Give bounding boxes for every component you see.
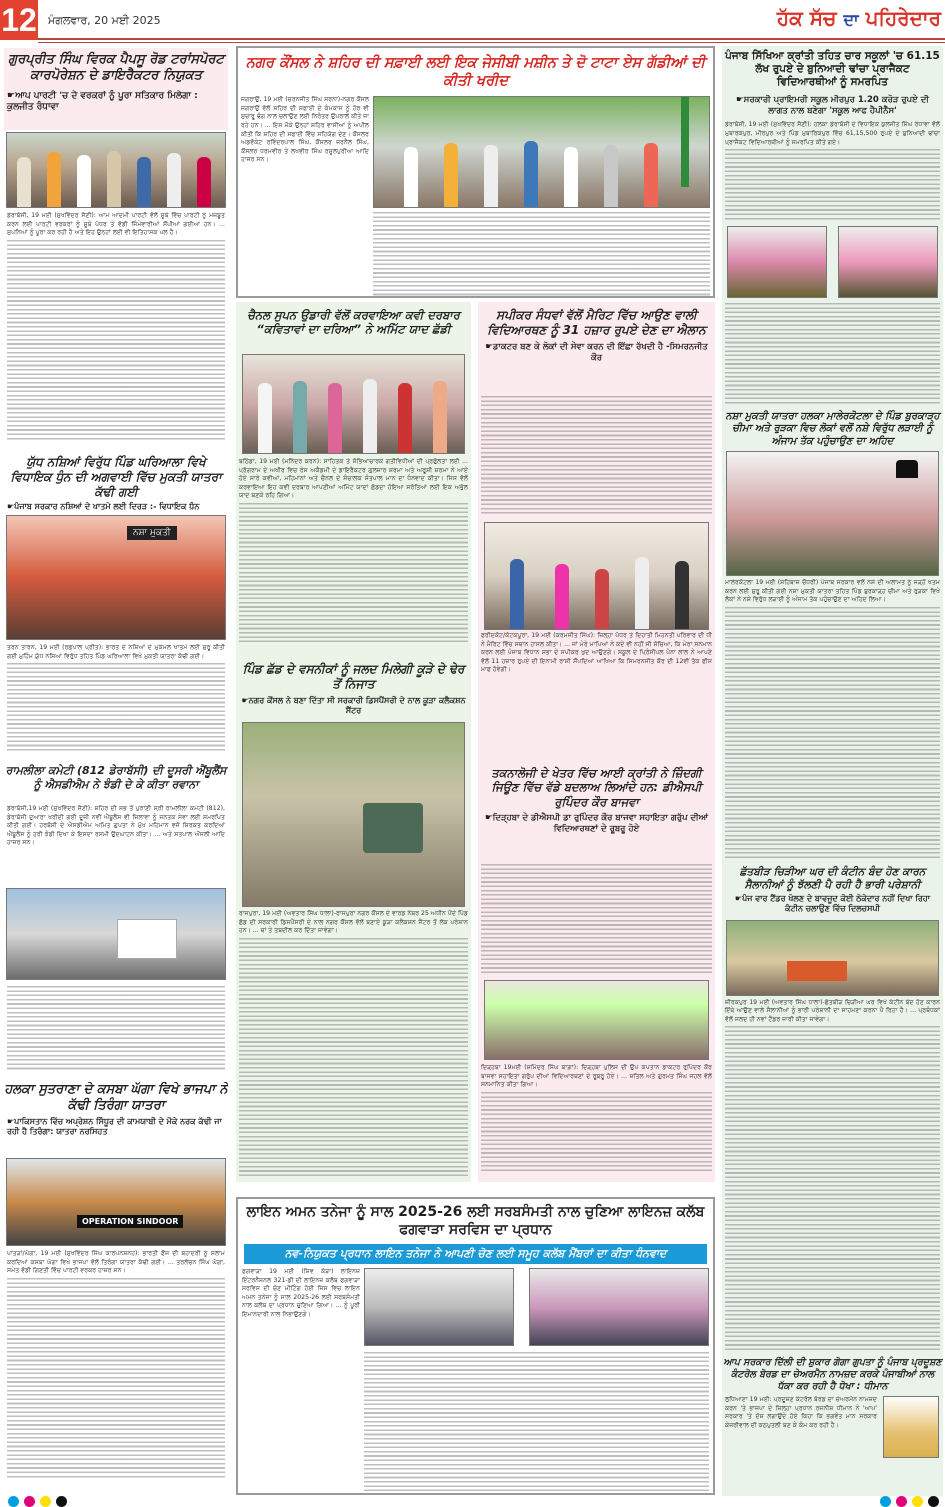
news-photo <box>6 888 226 980</box>
registration-mark <box>880 1496 891 1507</box>
article-headline: ਨਸ਼ਾ ਮੁਕਤੀ ਯਾਤਰਾ ਹਲਕਾ ਮਾਲੇਰਕੋਟਲਾ ਦੇ ਪਿੰਡ ਬੁਰਕਾੜ੍ਹ ਚੀਮਾ ਅਤੇ ਰੁੜਕਾ ਵਿਚ ਲੋਕਾਂ ਵਲੋਂ ਨਸ਼ੇ ਵਿਰੁੱਧ ਲੜਾਈ ਨੂੰ ਅੰਜਾਮ ਤੱਕ ਪਹੁੰਚਾਉਣ ਦਾ ਅਹਿਦ <box>725 410 940 447</box>
article-text: ਲੁਧਿਆਣਾ 19 ਮਈ: ਪ੍ਰਦੂਸ਼ਣ ਕੰਟਰੋਲ ਬੋਰਡ ਦਾ ਚੇਅਰਮੈਨ ਨਾਮਜ਼ਦ ਕਰਨ 'ਤੇ ਭਾਜਪਾ ਦੇ ਜ਼ਿਲ੍ਹਾ ਪ੍ਰਧਾਨ ਰਜਨੀਸ਼ ਧੀਮਾਨ ਨੇ 'ਆਪ' ਸਰਕਾਰ 'ਤੇ ਦੋਸ਼ ਲਗਾਉਂਦੇ ਹੋਏ ਕਿਹਾ ਕਿ ਭਗਵੰਤ ਮਾਨ ਸਰਕਾਰ ਕੇਜਰੀਵਾਲ ਦੀ ਕਠਪੁਤਲੀ ਬਣ ਕੇ ਕੰਮ ਕਰ ਰਹੀ ਹੈ। <box>725 1396 877 1429</box>
article-subheadline: ☛ ਆਪ ਪਾਰਟੀ 'ਚ ਦੇ ਵਰਕਰਾਂ ਨੂੰ ਪੂਰਾ ਸਤਿਕਾਰ ਮਿਲੇਗਾ : ਕੁਲਜੀਤ ਰੰਧਾਵਾ <box>4 89 228 116</box>
article-subheadline: ☛ ਦਿੜ੍ਹਬਾ ਦੇ ਡੀਐਸਪੀ ਡਾ ਰੁਪਿੰਦਰ ਕੌਰ ਬਾਜਵਾ ਸਹਾਇਤਾ ਗਰੁੱਪ ਦੀਆਂ ਵਿਦਿਆਰਥਣਾਂ ਦੇ ਰੂਬਰੂ ਹੋਏ <box>478 811 715 837</box>
header-rule <box>38 42 945 43</box>
article-text: ਰਾਜਪੁਰਾ, 19 ਮਈ (ਅਵਤਾਰ ਸਿੰਘ ਧਾਲਾ)-ਰਾਜਪੁਰਾ ਨਗਰ ਕੌਂਸਲ ਦੇ ਵਾਰਡ ਨੰਬਰ 25 ਅਧੀਨ ਪੈਂਦੇ ਪਿੰਡ ਛੱਡ ਦੀ ਸਰਕਾਰੀ ਡਿਸਪੈਂਸਰੀ ਦੇ ਨਾਲ ਨਗਰ ਕੌਂਸਲ ਵੱਲੋਂ ਬਣਾਏ ਕੂੜਾ ਕਲੈਕਸ਼ਨ ਸੈਂਟਰ ਤੋਂ ਲੋਕ ਪਰੇਸ਼ਾਨ ਹਨ। ... ਥਾਂ ਤੇ ਤਬਦੀਲ ਕਰ ਦਿੱਤਾ ਜਾਵੇਗਾ। <box>239 910 468 935</box>
text-filler <box>7 240 225 440</box>
article-body <box>4 805 228 885</box>
text-filler <box>364 1352 709 1492</box>
registration-mark <box>40 1496 51 1507</box>
registration-mark <box>928 1496 939 1507</box>
masthead-logo <box>777 2 941 36</box>
text-filler <box>239 503 468 643</box>
article-body-continued <box>4 984 228 1076</box>
article-text: ਤਰਨ ਤਾਰਨ, 19 ਮਈ (ਰਛਪਾਲ ਪ੍ਰੀਤ): ਭਾਰਤ ਦੇ ਨਸ਼ਿਆਂ ਦੇ ਮੁਕੰਮਲ ਖਾਤਮੇ ਲਈ ਸ਼ੁਰੂ ਕੀਤੀ ਗਈ ਮੁਹਿੰਮ ਯੁੱਧ ਨਸ਼ਿਆਂ ਵਿਰੁੱਧ ਤਹਿਤ ਪਿੰਡ ਘਰਿਆਲਾ ਵਿਖੇ ਮੁਕਤੀ ਯਾਤਰਾ ਕੱਢੀ ਗਈ। <box>7 644 225 660</box>
article-headline: ਸਪੀਕਰ ਸੰਧਵਾਂ ਵੱਲੋਂ ਮੈਰਿਟ ਵਿੱਚ ਆਉਣ ਵਾਲੀ ਵਿਦਿਆਰਥਣ ਨੂੰ 31 ਹਜ਼ਾਰ ਰੁਪਏ ਦੇਣ ਦਾ ਐਲਾਨ <box>487 308 706 337</box>
text-filler <box>481 396 712 516</box>
article-headline: ਲਾਇਨ ਅਮਨ ਤਨੇਜਾ ਨੂੰ ਸਾਲ 2025-26 ਲਈ ਸਰਬਸੰਮਤੀ ਨਾਲ ਚੁਣਿਆ ਲਾਇਨਜ਼ ਕਲੱਬ ਫਗਵਾੜਾ ਸਰਵਿਸ ਦਾ ਪ੍ਰਧਾਨ <box>246 1204 705 1238</box>
news-photo <box>484 522 709 630</box>
article-text: ਡੇਰਾਬੱਸੀ,19 ਮਈ (ਸੁਖਵਿੰਦਰ ਸੈਣੀ): ਸ਼ਹਿਰ ਦੀ ਸਭ ਤੋਂ ਪੁਰਾਣੀ ਸ੍ਰੀ ਰਾਮਲੀਲਾ ਕਮੇਟੀ (812), ਡੇਰਾਬੱਸੀ ਦੁਆਰਾ ਖਰੀਦੀ ਗਈ ਦੂਜੀ ਨਵੀਂ ਐਂਬੂਲੈਂਸ ਵੀ ਜਿਲਾਵਾ ਨੂੰ ਜਨਤਕ ਸੇਵਾ ਲਈ ਸਮਰਪਿਤ ਕੀਤੀ ਗਈ। ਹਰਬੱਸੀ ਦੇ ਐਸਡੀਐਮ ਅਮਿਤ ਗੁਪਤਾ ਨੇ ਮੁੱਖ ਮਹਿਮਾਨ ਵਜੋਂ ਸ਼ਿਰਕਤ ਕਰਦਿਆਂ ਐਂਬੂਲੈਂਸ ਨੂੰ ਹਰੀ ਝੰਡੀ ਦਿਖਾ ਕੇ ਇਸਦਾ ਰਸਮੀ ਉਦਘਾਟਨ ਕੀਤਾ। ... ਅਤੇ ਸਤਪਾਲ ਔਜਲੀ ਆਦਿ ਹਾਜ਼ਰ ਸਨ। <box>7 805 225 847</box>
article-text: ਦਿੜ੍ਹਬਾ 19ਮਈ (ਸ਼ਮਿੰਦਰ ਸਿੰਘ ਬਾਗ਼ਾ): ਦਿੜ੍ਹਬਾ ਪੁਲਿਸ ਦੀ ਉਪ ਕਪਤਾਨ ਡਾਕਟਰ ਰੁਪਿੰਦਰ ਕੌਰ ਬਾਜਵਾ ਸਹਾਇਤਾ ਗਰੁੱਪ ਦੀਆਂ ਵਿਦਿਆਰਥਣਾਂ ਦੇ ਰੂਬਰੂ ਹੋਏ। ... ਸ਼ਤਿਲ ਅਤੇ ਗੁਰਮਤ ਸਿੰਘ ਜਹਲ ਵੱਲੋਂ ਸਨਮਾਨਿਤ ਕੀਤਾ ਗਿਆ। <box>481 1064 712 1089</box>
article-headline: ਯੁੱਧ ਨਸ਼ਿਆਂ ਵਿਰੁੱਧ ਪਿੰਡ ਘਰਿਆਲਾ ਵਿਖੇ ਵਿਧਾਇਕ ਧੁੰਨ ਦੀ ਅਗਵਾਈ ਵਿੱਚ ਮੁਕਤੀ ਯਾਤਰਾ ਕੱਢੀ ਗਈ <box>10 455 222 499</box>
registration-mark <box>8 1496 19 1507</box>
author-photo <box>883 1396 939 1458</box>
article-text: ਪਾਤੜਾਂ/ਘੱਗਾ, 19 ਮਈ (ਸੁਖਵਿੰਦਰ ਸਿੰਘ ਕਾਰਪਨਸ਼ਨਹ): ਭਾਰਤੀ ਫੌਜ ਦੀ ਬਹਾਦਰੀ ਨੂੰ ਸਲਾਮ ਕਰਦਿਆਂ ਕਸਬਾ ਘੱਗਾ ਵਿਖੇ ਭਾਜਪਾ ਵੱਲੋਂ ਤਿਰੰਗਾ ਯਾਤਰਾ ਕੱਢੀ ਗਈ। ... ਤਰਲੋਚਨ ਸਿੰਘ ਘੱਗਾ, ਸਮੇਤ ਵੱਡੀ ਗਿਣਤੀ ਵਿੱਚ ਪਾਰਟੀ ਵਰਕਰ ਹਾਜ਼ਰ ਸਨ। <box>7 1250 225 1275</box>
article-headline: ਹਲਕਾ ਸੁਤਰਾਣਾ ਦੇ ਕਸਬਾ ਘੱਗਾ ਵਿਖੇ ਭਾਜਪਾ ਨੇ ਕੱਢੀ ਤਿਰੰਗਾ ਯਾਤਰਾ <box>4 1082 228 1114</box>
masthead-left: ਹੱਕ ਸੱਚ <box>776 6 837 30</box>
news-photo <box>838 226 938 298</box>
article-headline: ਤਕਨਾਲੋਜੀ ਦੇ ਖੇਤਰ ਵਿੱਚ ਆਈ ਕ੍ਰਾਂਤੀ ਨੇ ਜ਼ਿੰਦਗੀ ਜਿਊਣ ਵਿੱਚ ਵੱਡੇ ਬਦਲਾਅ ਲਿਆਂਦੇ ਹਨ: ਡੀਐਸਪੀ ਰੁਪਿੰਦਰ ਕੌਰ ਬਾਜਵਾ <box>491 766 702 809</box>
registration-mark <box>912 1496 923 1507</box>
article-headline: ਆਪ ਸਰਕਾਰ ਦਿੱਲੀ ਦੀ ਸ਼ੁਕਾਰ ਗੋਗਾ ਗੁਪਤਾ ਨੂੰ ਪੰਜਾਬ ਪ੍ਰਦੂਸ਼ਣ ਕੰਟਰੋਲ ਬੋਰਡ ਦਾ ਚੇਅਰਮੈਨ ਨਾਮਜ਼ਦ ਕਰਕੇ ਪੰਜਾਬੀਆਂ ਨਾਲ ਧੱਕਾ ਕਰ ਰਹੀ ਹੈ ਧੋਖਾ : ਧੀਮਾਨ <box>723 1357 942 1393</box>
article-body <box>4 1250 228 1494</box>
article-text: ਜਗਰਾਉਂ, 19 ਮਈ (ਚਰਨਜੀਤ ਸਿੰਘ ਸਰਨਾ)-ਨਗਰ ਕੌਂਸਲ ਜਗਰਾਉਂ ਵੱਲੋਂ ਸ਼ਹਿਰ ਦੀ ਸਫਾਈ ਦੇ ਕੰਮਕਾਜ ਨੂੰ ਹੋਰ ਵੀ ਸੁਚਾਰੂ ਢੰਗ ਨਾਲ ਚਲਾਉਣ ਲਈ ਨਿਰੰਤਰ ਉਪਰਾਲੇ ਕੀਤੇ ਜਾ ਰਹੇ ਹਨ। ... ਇਸ ਮੌਕੇ ਉਨ੍ਹਾਂ ਸ਼ਹਿਰ ਵਾਸੀਆਂ ਨੂੰ ਅਪੀਲ ਕੀਤੀ ਕਿ ਸ਼ਹਿਰ ਦੀ ਸਫਾਈ ਵਿੱਚ ਸਹਿਯੋਗ ਦੇਣ। ਕੌਂਸਲਰ ਅਡਵੋਕੇਟ ਰਵਿੰਦਰਪਾਲ ਸਿੰਘ, ਕੌਂਸਲਰ ਜਰਨੈਲ ਸਿੰਘ, ਕੌਂਸਲਰ ਧਰਮਵੀਰ ਤੇ ਲਖਵੀਰ ਸਿੰਘ ਰਸੂਲਪੁਰੀਆ ਆਦਿ ਹਾਜ਼ਰ ਸਨ। <box>241 96 369 164</box>
news-photo <box>242 354 465 454</box>
article-headline: ਗੁਰਪ੍ਰੀਤ ਸਿੰਘ ਵਿਰਕ ਪੈਪਸੂ ਰੋਡ ਟਰਾਂਸਪੋਰਟ ਕਾਰਪੋਰੇਸ਼ਨ ਦੇ ਡਾਇਰੈਕਟਰ ਨਿਯੁਕਤ <box>8 52 224 84</box>
article-text: ਫਰੀਦਕੋਟ/ਕੋਟਕਪੂਰਾ, 19 ਮਈ (ਕਰਮਜੀਤ ਸਿੰਘ): ਜ਼ਿਲ੍ਹਾ ਪੱਧਰ ਤੇ ਦਿਹਾਤੀ ਮਿਹਨਤੀ ਪਰਿਵਾਰ ਦੀ ਧੀ ਨੇ ਮੈਰਿਟ ਵਿੱਚ ਸਥਾਨ ਹਾਸਲ ਕੀਤਾ। ... ਜਾਂ ਮੇਰੇ ਮਾਪਿਆਂ ਨੇ ਕਦੇ ਵੀ ਨਹੀਂ ਸੀ ਸੋਚਿਆ, ਕਿ ਮੇਰਾ ਸਨਮਾਨ ਕਰਨ ਲਈ ਪੰਜਾਬ ਵਿਧਾਨ ਸਭਾ ਦੇ ਸਪੀਕਰ ਖੁਦ ਆਉਣਗੇ। ਸਕੂਲ ਦੇ ਪ੍ਰਿੰਸੀਪਲ ਪੰਨਾ ਲਾਲ ਨੇ ਆਪਣੇ ਵੱਲੋਂ 11 ਹਜ਼ਾਰ ਰੁਪਏ ਦੀ ਇਨਾਮੀ ਰਾਸ਼ੀ ਸੌਂਪਦਿਆਂ ਆਖਿਆ ਕਿ ਸਿਮਰਨਜੀਤ ਕੌਰ ਦੀ 12ਵੀਂ ਤੱਕ ਫੀਸ ਮਾਫ ਹੋਵੇਗੀ। <box>481 632 712 674</box>
article-headline-block <box>4 455 228 510</box>
page-number: 12 <box>0 0 38 40</box>
masthead-mid: ਦਾ <box>843 10 859 29</box>
article-subheadline: ☛ ਪੰਜਾਬ ਸਰਕਾਰ ਨਸ਼ਿਆਂ ਦੇ ਖਾਤਮੇ ਲਈ ਦਿਰੜ :- ਵਿਧਾਇਕ ਧੁੰਨ <box>4 500 228 510</box>
photo-banner-text: OPERATION SINDOOR <box>77 1215 183 1228</box>
article-subheadline: ☛ ਨਗਰ ਕੌਂਸਲ ਨੇ ਬਣਾ ਦਿੱਤਾ ਸੀ ਸਰਕਾਰੀ ਡਿਸਪੈਂਸਰੀ ਦੇ ਨਾਲ ਕੂੜਾ ਕਲੈਕਸ਼ਨ ਸੈਂਟਰ <box>236 694 471 719</box>
article-text: ਮਾਲੇਰਕੋਟਲਾ 19 ਮਈ (ਸ਼ਹਿਬਾਜ਼ ਚੌਧਰੀ) ਪੰਜਾਬ ਸਰਕਾਰ ਵਲੋਂ ਨਸ਼ੇ ਦੀ ਅਲਾਮਤ ਨੂੰ ਜੜ੍ਹੋਂ ਖਤਮ ਕਰਨ ਲਈ ਸ਼ੁਰੂ ਕੀਤੀ ਗਈ ਨਸ਼ਾ ਮੁਕਤੀ ਯਾਤਰਾ ਤਹਿਤ ਪਿੰਡ ਬੁਰਕਾੜ੍ਹ ਚੀਮਾ ਅਤੇ ਰੁੜਕਾ ਵਿਖੇ ਲੋਕਾਂ ਨੇ ਨਸ਼ੇ ਵਿਰੁੱਧ ਲੜਾਈ ਨੂੰ ਅੰਜਾਮ ਤੱਕ ਪਹੁੰਚਾਉਣ ਦਾ ਅਹਿਦ ਲਿਆ। <box>725 579 940 604</box>
center-left-section <box>236 302 471 1182</box>
news-photo <box>529 1268 709 1346</box>
article-text: ਡੇਰਾਬੱਸੀ, 19 ਮਈ (ਸੁਖਵਿੰਦਰ ਸੈਣੀ): ਹਲਕਾ ਡੇਰਾਬੱਸੀ ਦੇ ਵਿਧਾਇਕ ਕੁਲਜੀਤ ਸਿੰਘ ਰੰਧਾਵਾ ਵੱਲੋਂ ਮੁਬਾਰਕਪੁਰ, ਮੀਰਪੁਰ ਅਤੇ ਪਿੰਡ ਮੁਬਾਰਿਕਪੁਰ ਵਿੱਚ 61,15,500 ਰੁਪਏ ਦੇ ਬੁਨਿਆਦੀ ਢਾਂਚਾ ਪ੍ਰਾਜੈਕਟ ਵਿਦਿਆਰਥੀਆਂ ਨੂੰ ਸਮਰਪਿਤ ਕੀਤੇ ਗਏ। <box>725 121 940 146</box>
article-text: ਡੇਰਾਬੱਸੀ, 19 ਮਈ (ਸੁਖਵਿੰਦਰ ਸੈਣੀ): ਆਮ ਆਦਮੀ ਪਾਰਟੀ ਵੱਲੋਂ ਸੂਬੇ ਵਿੱਚ ਪਾਰਟੀ ਨੂੰ ਮਜ਼ਬੂਤ ਕਰਨ ਲਈ ਪਾਰਟੀ ਵਰਕਰਾਂ ਨੂੰ ਸੂਬੇ ਪੱਧਰ ਤੇ ਵੱਡੀ ਜਿੰਮੇਵਾਰੀਆਂ ਸੌਂਪੀਆਂ ਗਈਆਂ ਹਨ। ... ਸੁਪਨਿਆਂ ਨੂੰ ਪੂਰਾ ਕਰ ਰਹੀ ਹੈ ਅਤੇ ਇਹ ਉਨ੍ਹਾਂ ਲਈ ਵੀ ਇਤਿਹਾਸਕ ਪਲ ਹੈ। <box>7 212 225 237</box>
text-filler <box>725 149 940 221</box>
article-headline: ਚੈਨਲ ਸੁਪਨ ਉਡਾਰੀ ਵੱਲੋਂ ਕਰਵਾਇਆ ਕਵੀ ਦਰਬਾਰ “ਕਵਿਤਾਵਾਂ ਦਾ ਦਰਿਆ” ਨੇ ਅਮਿੱਟ ਯਾਦ ਛੱਡੀ <box>247 308 460 337</box>
article-column <box>241 96 369 298</box>
article-body <box>4 212 228 452</box>
article-subheadline: ☛ ਡਾਕਟਰ ਬਣ ਕੇ ਲੋਕਾਂ ਦੀ ਸੇਵਾ ਕਰਨ ਦੀ ਇੱਛਾ ਰੱਖਦੀ ਹੈ -ਸਿਮਰਨਜੀਤ ਕੌਰ <box>478 340 715 366</box>
photo-banner-text: ਨਸ਼ਾ ਮੁਕਤੀ <box>127 526 177 540</box>
article-subheadline: ☛ ਪੰਜ ਵਾਰ ਟੈਂਡਰ ਖੋਲਣ ਦੇ ਬਾਵਜੂਦ ਕੋਈ ਠੇਕੇਦਾਰ ਨਹੀਂ ਦਿਖਾ ਰਿਹਾ ਕੰਟੀਨ ਚਲਾਉਣ ਵਿੱਚ ਦਿਲਚਸਪੀ <box>722 892 943 917</box>
article-text: ਜ਼ੀਰਕਪੁਰ 19 ਮਈ (ਅਵਤਾਰ ਸਿੰਘ ਧਾਲਾ)-ਛੱਤਬੀੜ ਚਿੜੀਆ ਘਰ ਵਿਖੇ ਕੰਟੀਨ ਬੰਦ ਹੋਣ ਕਾਰਨ ਇੱਥੇ ਆਉਣ ਵਾਲੇ ਸੈਲਾਨੀਆਂ ਨੂੰ ਭਾਰੀ ਪਰੇਸ਼ਾਨੀ ਦਾ ਸਾਹਮਣਾ ਕਰਨਾ ਪੈ ਰਿਹਾ ਹੈ। ... ਪ੍ਰਬੰਧਕਾਂ ਵੱਲੋਂ ਜਲਦ ਹੀ ਨਵਾਂ ਟੈਂਡਰ ਜਾਰੀ ਕੀਤਾ ਜਾਵੇਗਾ। <box>725 998 940 1023</box>
text-filler <box>725 607 940 860</box>
article-headline-block <box>4 764 228 804</box>
text-filler <box>725 303 940 404</box>
article-text: ਫਗਵਾੜਾ 19 ਮਈ (ਸ਼ਿਵ ਕੋੜਾ) ਲਾਇਨਜ਼ ਇੰਟਰਨੈਸ਼ਨਲ 321-ਡੀ ਦੀ ਲਾਇਨਜ਼ ਕਲੱਬ ਫਗਵਾੜਾ ਸਰਵਿਸ ਦੀ ਚੋਣ ਮੀਟਿੰਗ ਹੋਈ ਜਿਸ ਵਿਚ ਲਾਇਨ ਅਮਨ ਤਨੇਜਾ ਨੂੰ ਸਾਲ 2025-26 ਲਈ ਸਰਬਸੰਮਤੀ ਨਾਲ ਕਲੱਬ ਦਾ ਪ੍ਰਧਾਨ ਚੁਣਿਆ ਗਿਆ। ... ਨੂੰ ਪੂਰੀ ਇਮਾਨਦਾਰੀ ਨਾਲ ਨਿਭਾਉਣਗੇ। <box>242 1268 360 1318</box>
article-text: ਬਠਿੰਡਾ, 19 ਮਈ (ਮਨਿੰਦਰ ਕਰਨ): ਸਾਹਿਤਕ ਤੇ ਸੱਭਿਆਚਾਰਕ ਗਤੀਵਿਧੀਆਂ ਦੀ ਪ੍ਰਫੁੱਲਤਾ ਲਈ ... ਪ੍ਰੋਗਰਾਮ ਦੇ ਅਖੀਰ ਵਿਚ ਰੇਸ ਅਕੈਡਮੀ ਦੇ ਡਾਇਰੈਕਟਰ ਗੁਲਜ਼ਾਰ ਸ਼ਰਮਾ ਅਤੇ ਅਰੂਸ਼ੀ ਸ਼ਰਮਾ ਨੇ ਆਏ ਹੋਏ ਸਾਰੇ ਕਵੀਆਂ, ਮਹਿਮਾਨਾਂ ਅਤੇ ਚੈਨਲ ਦੇ ਸੰਚਾਲਕ ਸੰਤਪਾਲ ਮਾਨ ਦਾ ਧੰਨਵਾਦ ਕੀਤਾ। ਜਿਸ ਵੱਲੋਂ ਕਰਵਾਇਆ ਇਹ ਕਵੀ ਦਰਬਾਰ ਆਪਣੀਆਂ ਅਮਿੱਟ ਯਾਦਾਂ ਛੱਡਦਾ ਹੋਇਆ ਸਰੋਤਿਆਂ ਲਈ ਇਕ ਅਭੁੱਲ ਯਾਦ ਬਣਕੇ ਰਹਿ ਗਿਆ। <box>239 458 468 500</box>
news-photo <box>727 226 827 298</box>
article-subheadline: ☛ ਸਰਕਾਰੀ ਪ੍ਰਾਇਮਰੀ ਸਕੂਲ ਮੀਰਪੁਰ 1.20 ਕਰੋੜ ਰੁਪਏ ਦੀ ਲਾਗਤ ਨਾਲ ਬਣੇਗਾ 'ਸਕੂਲ ਆਫ ਹੈਪੀਨੈੱਸ' <box>722 93 943 119</box>
article-headline: ਪੰਜਾਬ ਸਿੱਖਿਆ ਕ੍ਰਾਂਤੀ ਤਹਿਤ ਚਾਰ ਸਕੂਲਾਂ 'ਚ 61.15 ਲੱਖ ਰੁਪਏ ਦੇ ਬੁਨਿਆਦੀ ਢਾਂਚਾ ਪ੍ਰਾਜੈਕਟ ਵਿਦਿਆਰਥੀਆਂ ਨੂੰ ਸਮਰਪਿਤ <box>725 50 940 89</box>
text-filler <box>481 864 712 974</box>
text-filler <box>481 1092 712 1172</box>
text-filler <box>725 1026 940 1351</box>
registration-mark <box>896 1496 907 1507</box>
news-photo <box>373 96 710 208</box>
news-photo <box>6 1158 226 1246</box>
text-filler <box>7 1278 225 1478</box>
registration-mark <box>24 1496 35 1507</box>
right-column <box>722 46 943 1496</box>
issue-date: ਮੰਗਲਵਾਰ, 20 ਮਈ 2025 <box>48 14 161 27</box>
news-photo <box>726 451 939 576</box>
header-rule <box>38 38 945 40</box>
article-column <box>242 1268 360 1495</box>
text-filler <box>373 212 710 298</box>
article-headline-block <box>4 48 228 130</box>
masthead-right: ਪਹਿਰੇਦਾਰ <box>865 6 941 30</box>
news-photo <box>364 1268 514 1346</box>
news-photo <box>6 515 226 640</box>
article-headline-block <box>4 1082 228 1154</box>
text-filler <box>7 663 225 753</box>
news-photo <box>484 980 709 1060</box>
registration-mark <box>56 1496 67 1507</box>
article-body <box>4 644 228 762</box>
text-filler <box>7 986 225 1071</box>
article-headline: ਪਿੰਡ ਛੱਡ ਦੇ ਵਸਨੀਕਾਂ ਨੂੰ ਜਲਦ ਮਿਲੇਗੀ ਕੂੜੇ ਦੇ ਢੇਰ ਤੋਂ ਨਿਜਾਤ <box>242 662 465 691</box>
bottom-article <box>236 1197 715 1495</box>
article-headline: ਛੱਤਬੀੜ ਚਿੜੀਆ ਘਰ ਦੀ ਕੰਟੀਨ ਬੰਦ ਹੋਣ ਕਾਰਨ ਸੈਲਾਨੀਆਂ ਨੂੰ ਝੱਲਣੀ ਪੈ ਰਹੀ ਹੈ ਭਾਰੀ ਪਰੇਸ਼ਾਨੀ <box>739 865 926 891</box>
article-headline: ਨਗਰ ਕੌਂਸਲ ਨੇ ਸ਼ਹਿਰ ਦੀ ਸਫ਼ਾਈ ਲਈ ਇਕ ਜੇਸੀਬੀ ਮਸ਼ੀਨ ਤੇ ਦੋ ਟਾਟਾ ਏਸ ਗੱਡੀਆਂ ਦੀ ਕੀਤੀ ਖਰੀਦ <box>245 55 706 90</box>
news-photo <box>726 920 939 996</box>
article-subheadline: ☛ ਪਾਕਿਸਤਾਨ ਵਿੱਚ ਅਪ੍ਰੇਸ਼ਨ ਸਿੰਧੂਰ ਦੀ ਕਾਮਯਾਬੀ ਦੇ ਮੌਕੇ ਨਰਕ ਕੱਢੀ ਜਾ ਰਹੀ ਹੈ ਤਿਰੰਗਾ: ਯਾਤਰਾ ਨਰਸਿਹਤ <box>4 1115 228 1140</box>
news-photo <box>6 132 226 208</box>
article-highlight-band: ਨਵ-ਨਿਯੁਕਤ ਪ੍ਰਧਾਨ ਲਾਇਨ ਤਨੇਜਾ ਨੇ ਆਪਣੀ ਚੋਣ ਲਈ ਸਮੂਹ ਕਲੱਬ ਮੈਂਬਰਾਂ ਦਾ ਕੀਤਾ ਧੰਨਵਾਦ <box>244 1244 707 1264</box>
article-headline: ਰਾਮਲੀਲਾ ਕਮੇਟੀ (812 ਡੇਰਾਬੱਸੀ) ਦੀ ਦੂਸਰੀ ਐਂਬੂਲੈਂਸ ਨੂੰ ਐਸਡੀਐਮ ਨੇ ਝੰਡੀ ਦੇ ਕੇ ਕੀਤਾ ਰਵਾਨਾ <box>5 764 227 791</box>
center-right-section <box>478 302 715 1182</box>
text-filler <box>239 938 468 1178</box>
news-photo <box>242 722 465 907</box>
lead-article <box>236 46 715 298</box>
